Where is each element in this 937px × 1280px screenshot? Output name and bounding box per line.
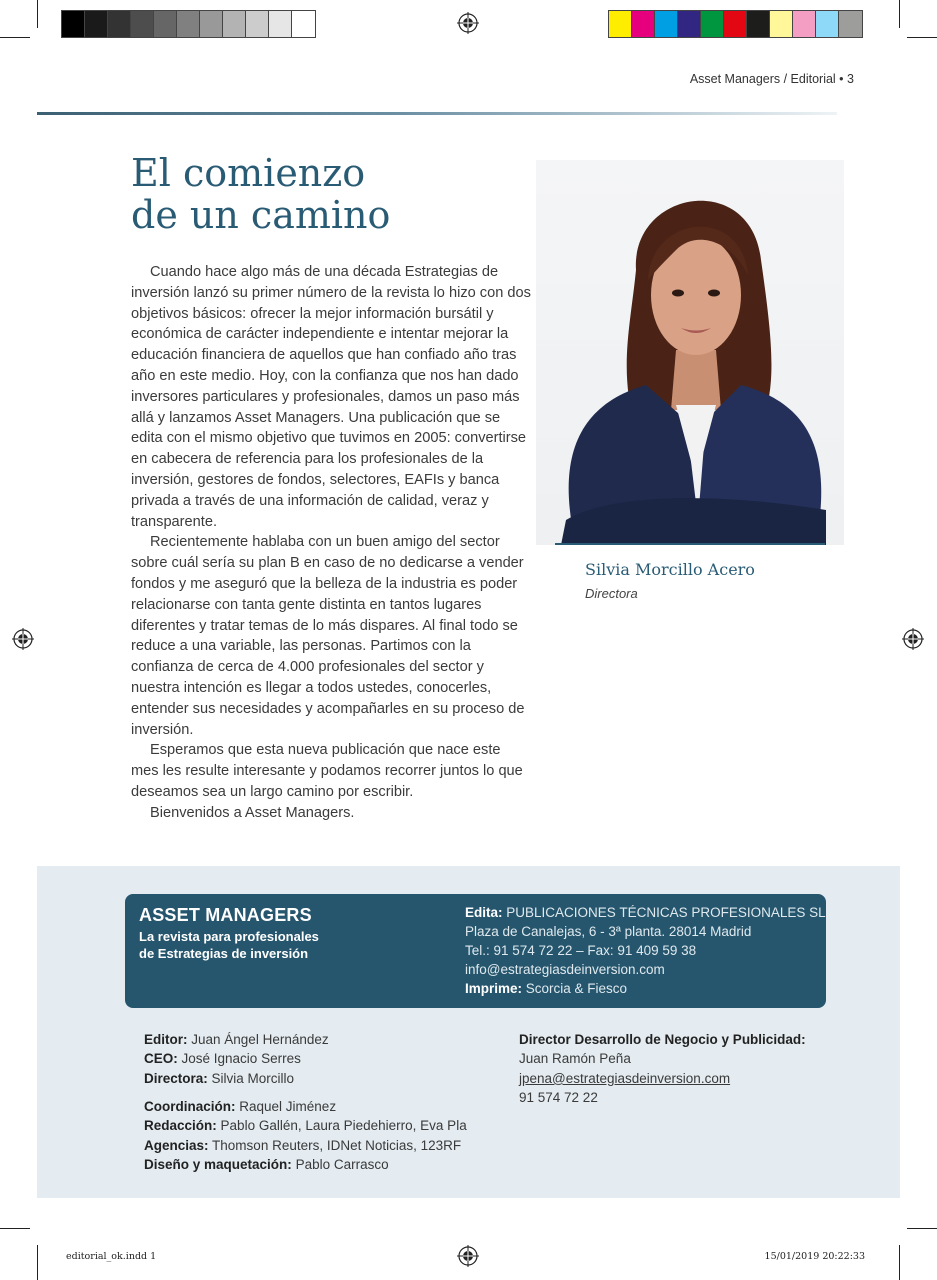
gray-swatch (200, 11, 223, 37)
running-head: Asset Managers / Editorial • 3 (689, 72, 854, 86)
article-paragraph: Bienvenidos a Asset Managers. (150, 804, 355, 821)
credit-label: Diseño y maquetación: (144, 1157, 292, 1173)
registration-mark-icon (902, 628, 924, 650)
gray-swatch (292, 11, 315, 37)
portrait-illustration (536, 160, 844, 545)
color-calibration-bar (608, 10, 863, 38)
title-line: de un camino (131, 193, 391, 237)
credit-value: Pablo Gallén, Laura Piedehierro, Eva Pla (220, 1118, 467, 1134)
gray-swatch (177, 11, 200, 37)
crop-mark (899, 1245, 900, 1280)
gray-swatch (131, 11, 154, 37)
crop-mark (37, 1245, 38, 1280)
gray-swatch (269, 11, 292, 37)
portrait-caption-name: Silvia Morcillo Acero (585, 560, 755, 579)
credit-row (144, 1049, 329, 1068)
imprime-label: Imprime: (465, 981, 523, 996)
crop-mark (907, 1228, 937, 1229)
credit-label: Redacción: (144, 1118, 217, 1134)
credit-label: Coordinación: (144, 1099, 236, 1114)
gray-swatch (62, 11, 85, 37)
portrait-caption-role: Directora (585, 586, 638, 601)
edita-value: PUBLICACIONES TÉCNICAS PROFESIONALES SL (506, 905, 826, 920)
advertising-director-name: Juan Ramón Peña (519, 1051, 631, 1067)
credit-row (144, 1155, 467, 1174)
credits-left-group (144, 1097, 467, 1175)
color-swatch (678, 11, 701, 37)
credit-label (519, 1030, 806, 1049)
crop-mark (899, 0, 900, 28)
masthead-subtitle-line: de Estrategias de inversión (139, 946, 309, 961)
gray-swatch (154, 11, 177, 37)
color-swatch (747, 11, 770, 37)
advertising-phone: 91 574 72 22 (519, 1090, 598, 1106)
credit-row (144, 1136, 467, 1155)
masthead-subtitle (139, 928, 359, 962)
credits-left-group (144, 1030, 329, 1088)
page-title (131, 152, 531, 236)
masthead-subtitle-line: La revista para profesionales (139, 929, 319, 944)
crop-mark (0, 1228, 30, 1229)
publisher-line (465, 903, 826, 922)
gray-swatch (108, 11, 131, 37)
slug-file: editorial_ok.indd 1 (66, 1251, 157, 1262)
article-body (131, 262, 531, 824)
credit-row (144, 1069, 329, 1088)
color-swatch (632, 11, 655, 37)
credit-value: Silvia Morcillo (211, 1070, 295, 1086)
masthead-box (125, 894, 826, 1008)
article-paragraph: Cuando hace algo más de una década Estrategias de inversión lanzó su primer número de la revista lo hizo con dos objetivos básicos: ofrecer la mejor información bursátil y económica de carácter independiente e intentar mejorar la educación financiera de aquellos que han confiado año tras año en este medio. Hoy, con la confianza que nos han dado inversores particulares y profesionales, damos un paso más allá y lanzamos Asset Managers. Una publicación que se edita con el mismo objetivo que tuvimos en 2005: convertirse en cabecera de referencia para los profesionales de la inversión, gestores de fondos, selectores, EAFIs y banca privada a través de una información de calidad, veraz y transparente. (131, 264, 531, 530)
credit-value: José Ignacio Serres (181, 1051, 301, 1067)
gray-swatch (85, 11, 108, 37)
color-swatch (655, 11, 678, 37)
color-swatch (839, 11, 862, 37)
color-swatch (701, 11, 724, 37)
advertising-email-link[interactable]: jpena@estrategiasdeinversion.com (519, 1070, 731, 1086)
credit-row (144, 1097, 467, 1116)
article-paragraph: Recientemente hablaba con un buen amigo del sector sobre cuál sería su plan B en caso de no dedicarse a vender fondos y me aseguró que la belleza de la industria es poder relacionarse con tanta gente distinta en tantos lugares diferentes y tratar temas de lo más dispares. Al final todo se reduce a una variable, las personas. Partimos con la confianza de cerca de 4.000 profesionales del sector y nuestra intención es llegar a todos ustedes, conocerles, entender sus necesidades y acompañarles en su proceso de inversión. (131, 534, 525, 738)
advertising-director-label: Director Desarrollo de Negocio y Publicidad: (519, 1032, 806, 1047)
crop-mark (0, 37, 30, 38)
author-portrait (536, 160, 844, 545)
portrait-rule (555, 543, 825, 545)
registration-mark-icon (457, 1245, 479, 1267)
registration-mark-icon (457, 12, 479, 34)
advertising-email-row (519, 1069, 806, 1088)
publisher-email: info@estrategiasdeinversion.com (465, 962, 665, 977)
registration-mark-icon (12, 628, 34, 650)
credit-label: Editor: (144, 1032, 188, 1047)
masthead-title: ASSET MANAGERS (139, 905, 312, 925)
credit-value: Thomson Reuters, IDNet Noticias, 123RF (212, 1137, 462, 1153)
color-swatch (609, 11, 632, 37)
publisher-phones: Tel.: 91 574 72 22 – Fax: 91 409 59 38 (465, 943, 697, 958)
grayscale-calibration-bar (61, 10, 316, 38)
credit-value: Raquel Jiménez (239, 1099, 337, 1114)
gray-swatch (223, 11, 246, 37)
crop-mark (37, 0, 38, 28)
header-rule (37, 112, 837, 115)
credit-label: Directora: (144, 1070, 208, 1086)
publisher-address: Plaza de Canalejas, 6 - 3ª planta. 28014 Madrid (465, 924, 752, 939)
credit-row (144, 1030, 329, 1049)
color-swatch (724, 11, 747, 37)
article-paragraph: Esperamos que esta nueva publicación que nace este mes les resulte interesante y podamos recorrer juntos lo que deseamos sea un largo camino por escribir. (131, 742, 523, 800)
gray-swatch (246, 11, 269, 37)
color-swatch (816, 11, 839, 37)
credit-label: CEO: (144, 1051, 178, 1067)
credits-right-group (519, 1030, 806, 1108)
slug-datetime: 15/01/2019 20:22:33 (764, 1251, 865, 1262)
credit-label: Agencias: (144, 1137, 209, 1153)
publisher-info (465, 903, 826, 998)
imprime-value: Scorcia & Fiesco (525, 981, 628, 996)
credit-value: Pablo Carrasco (295, 1157, 389, 1173)
color-swatch (793, 11, 816, 37)
credit-value: Juan Ángel Hernández (191, 1032, 329, 1047)
edita-label: Edita: (465, 905, 503, 920)
credit-row (144, 1116, 467, 1135)
color-swatch (770, 11, 793, 37)
title-line: El comienzo (131, 151, 366, 195)
printer-line (465, 979, 826, 998)
crop-mark (907, 37, 937, 38)
